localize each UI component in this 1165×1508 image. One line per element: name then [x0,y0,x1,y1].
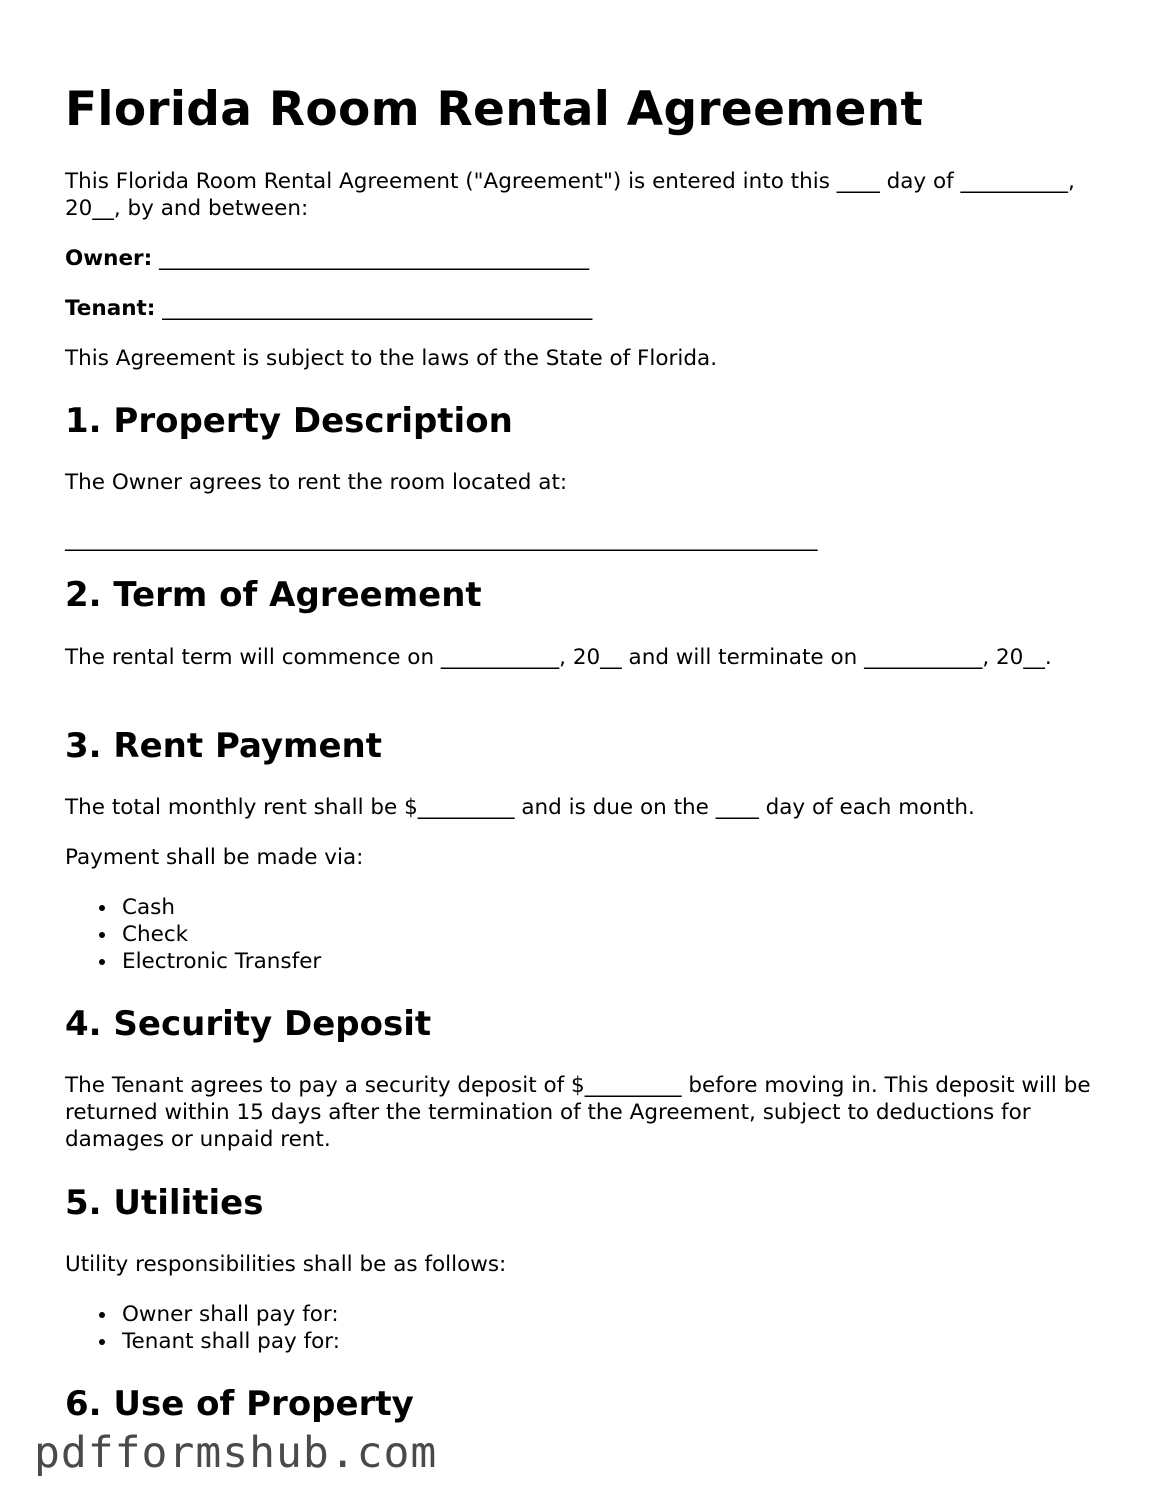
section-heading-rent: 3. Rent Payment [65,726,382,766]
property-text: The Owner agrees to rent the room located at: [65,470,568,495]
document-title: Florida Room Rental Agreement [65,82,924,137]
tenant-label: Tenant: [65,296,156,321]
deposit-text: The Tenant agrees to pay a security deposit of $_________ before moving in. This deposit will be returned within 15 days after the termination of the Agreement, subject to deductions for damages or unpaid rent. [65,1073,1091,1152]
payment-methods-list [65,894,321,975]
utilities-text: Utility responsibilities shall be as follows: [65,1252,507,1277]
rent-text: The total monthly rent shall be $_________ and is due on the ____ day of each month. [65,795,975,820]
utilities-list [65,1301,340,1355]
property-address-blank: ______________________________________________________________________ [65,527,818,552]
list-item: Check [65,921,321,948]
section-heading-deposit: 4. Security Deposit [65,1004,432,1044]
owner-line [65,245,1095,272]
section-heading-term: 2. Term of Agreement [65,575,482,615]
owner-label: Owner: [65,246,153,271]
section-heading-utilities: 5. Utilities [65,1183,264,1223]
section-heading-use: 6. Use of Property [65,1384,414,1424]
owner-blank: ________________________________________ [159,246,590,271]
payment-intro-text: Payment shall be made via: [65,845,364,870]
tenant-line [65,295,1095,322]
tenant-blank: ________________________________________ [162,296,593,321]
governing-law-text: This Agreement is subject to the laws of the State of Florida. [65,346,718,371]
list-item: Electronic Transfer [65,948,321,975]
section-heading-property: 1. Property Description [65,401,513,441]
list-item: Tenant shall pay for: [65,1328,340,1355]
intro-paragraph: This Florida Room Rental Agreement ("Agreement") is entered into this ____ day of __________, 20__, by and between: [65,169,1075,221]
list-item: Owner shall pay for: [65,1301,340,1328]
list-item: Cash [65,894,321,921]
term-text: The rental term will commence on ___________, 20__ and will terminate on ___________, 20__. [65,645,1052,670]
watermark-text: pdfformshub.com [34,1428,438,1478]
